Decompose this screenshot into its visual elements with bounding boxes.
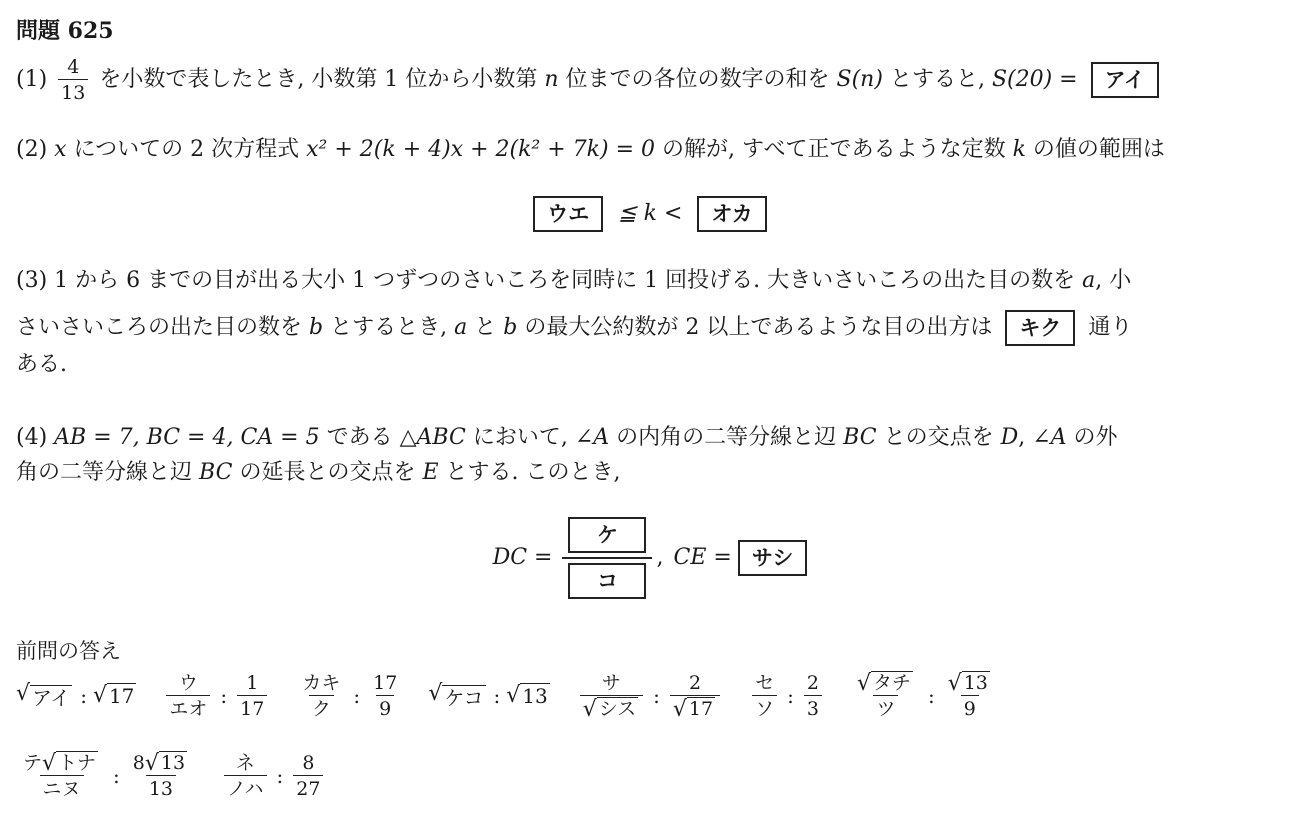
q4-triangle: ABC — [416, 425, 466, 450]
q4-answers — [0, 517, 1300, 599]
question-4-line-1 — [16, 423, 1118, 453]
q2-var-k: k — [1012, 137, 1026, 162]
q4-angle-a: A — [593, 425, 610, 450]
prev-answer-sa: サ √ シス : 2 √ 17 — [576, 672, 724, 720]
q1-text-a: を小数で表したとき, 小数第 1 位から小数第 — [99, 67, 538, 92]
q3-line2-d: の最大公約数が 2 以上であるような目の出方は — [524, 315, 993, 340]
q4-text-a: である △ — [326, 425, 417, 450]
q3-var-b-2: b — [503, 315, 518, 340]
q2-var-x: x — [54, 137, 67, 162]
prev-answer-u: $\frac{\text{ウ}}{\text{エオ}}$ : $\frac{1}{17}$ — [162, 672, 271, 720]
q4-label: (4) — [16, 425, 48, 450]
previous-answers-row-2 — [16, 752, 351, 800]
q3-line2-b: とするとき, — [330, 315, 448, 340]
q4-text-c: の内角の二等分線と辺 — [616, 425, 837, 450]
answer-box-oka[interactable]: オカ — [697, 196, 766, 232]
sqrt-val: √ 17 — [92, 683, 135, 708]
prev-answer-te: テ √ トナ ニヌ : 8 √ 13 13 — [23, 751, 186, 800]
question-3-line-2 — [16, 310, 1132, 346]
answer-box-ko[interactable]: コ — [568, 563, 646, 599]
previous-answers-heading: 前問の答え — [16, 639, 121, 663]
prev-answer-se: $\frac{\text{セ}}{\text{ソ}}$ : $\frac{2}{3}$ — [748, 672, 826, 720]
q2-inequality: ≦ k < — [618, 201, 683, 226]
q3-var-a-2: a — [454, 315, 468, 340]
answer-box-sashi[interactable]: サシ — [738, 540, 808, 576]
sqrt-key: √ アイ — [16, 680, 71, 710]
q4-dc-fraction — [562, 517, 652, 599]
q3-line1: 1 から 6 までの目が出る大小 1 つずつのさいころを同時に 1 回投げる. 大きいさいころの出た目の数を — [54, 268, 1076, 293]
q4-line2-b: の延長との交点を — [239, 460, 416, 485]
q1-text-b: 位までの各位の数字の和を — [565, 67, 830, 92]
q4-bc: BC = 4, — [146, 425, 234, 450]
q4-ce-label: CE = — [673, 545, 732, 570]
q3-var-b: b — [309, 315, 324, 340]
problem-title: 問題 625 — [16, 18, 114, 44]
q3-var-a: a — [1082, 268, 1096, 293]
q1-frac-num: 4 — [67, 56, 80, 78]
q3-line1-end: , 小 — [1095, 268, 1132, 293]
q4-point-e: E — [422, 460, 439, 485]
prev-answer-kaki: $\frac{\text{カキ}}{\text{ク}}$ : $\frac{17}{9}$ — [302, 672, 398, 720]
q4-text-f: の外 — [1073, 425, 1118, 450]
q4-ca: CA = 5 — [240, 425, 320, 450]
q4-line2-c: とする. このとき, — [445, 460, 621, 485]
q2-equation: x² + 2(k + 4)x + 2(k² + 7k) = 0 — [306, 137, 656, 162]
question-1 — [16, 52, 1159, 108]
q4-side-bc: BC — [843, 425, 877, 450]
q1-s-20: S(20) = — [991, 67, 1078, 92]
question-2 — [16, 135, 1165, 165]
q2-text-b: の解が, すべて正であるような定数 — [662, 137, 1006, 162]
q1-frac-den: 13 — [58, 79, 88, 104]
q1-label: (1) — [16, 67, 48, 92]
answer-box-ue[interactable]: ウエ — [533, 196, 603, 232]
q2-range — [0, 196, 1300, 232]
q3-line2-a: さいさいころの出た目の数を — [16, 315, 303, 340]
prev-answer-ai: √ アイ : √ 17 — [16, 680, 135, 710]
q4-side-bc-2: BC — [199, 460, 233, 485]
q4-text-b: において, ∠ — [472, 425, 594, 450]
answer-box-ai[interactable]: アイ — [1091, 62, 1159, 98]
answer-box-ke[interactable]: ケ — [568, 517, 646, 553]
q4-comma: , — [656, 545, 664, 570]
q3-line2-e: 通り — [1088, 315, 1133, 340]
q1-fraction — [58, 56, 88, 104]
question-4-line-2 — [16, 458, 621, 488]
q1-s-n: S(n) — [836, 67, 883, 92]
previous-answers-row-1 — [16, 672, 1023, 720]
q1-text-c: とすると, — [889, 67, 985, 92]
prev-answer-tachi: √ タチ ツ : √ 13 9 — [856, 671, 988, 720]
question-3-line-1 — [16, 266, 1131, 296]
prev-answer-keko: √ ケコ : √ 13 — [428, 680, 548, 710]
prev-answer-ne: $\frac{\text{ネ}}{\text{ノハ}}$ : $\frac{8}{27}$ — [220, 752, 327, 800]
q1-var-n: n — [544, 67, 559, 92]
question-3-line-3: ある. — [16, 352, 67, 377]
answer-box-kiku[interactable]: キク — [1005, 310, 1075, 346]
q4-ab: AB = 7, — [54, 425, 140, 450]
q4-text-e: , ∠ — [1018, 425, 1051, 450]
q2-text-a: についての 2 次方程式 — [73, 137, 300, 162]
q3-line2-c: と — [474, 315, 497, 340]
q2-text-c: の値の範囲は — [1032, 137, 1165, 162]
q3-label: (3) — [16, 268, 48, 293]
q4-point-d: D — [1000, 425, 1019, 450]
q4-dc-label: DC = — [492, 545, 553, 570]
q4-line2-a: 角の二等分線と辺 — [16, 460, 193, 485]
q4-text-d: との交点を — [883, 425, 994, 450]
q4-angle-a-2: A — [1050, 425, 1067, 450]
fraction-bar — [562, 557, 652, 559]
q2-label: (2) — [16, 137, 48, 162]
